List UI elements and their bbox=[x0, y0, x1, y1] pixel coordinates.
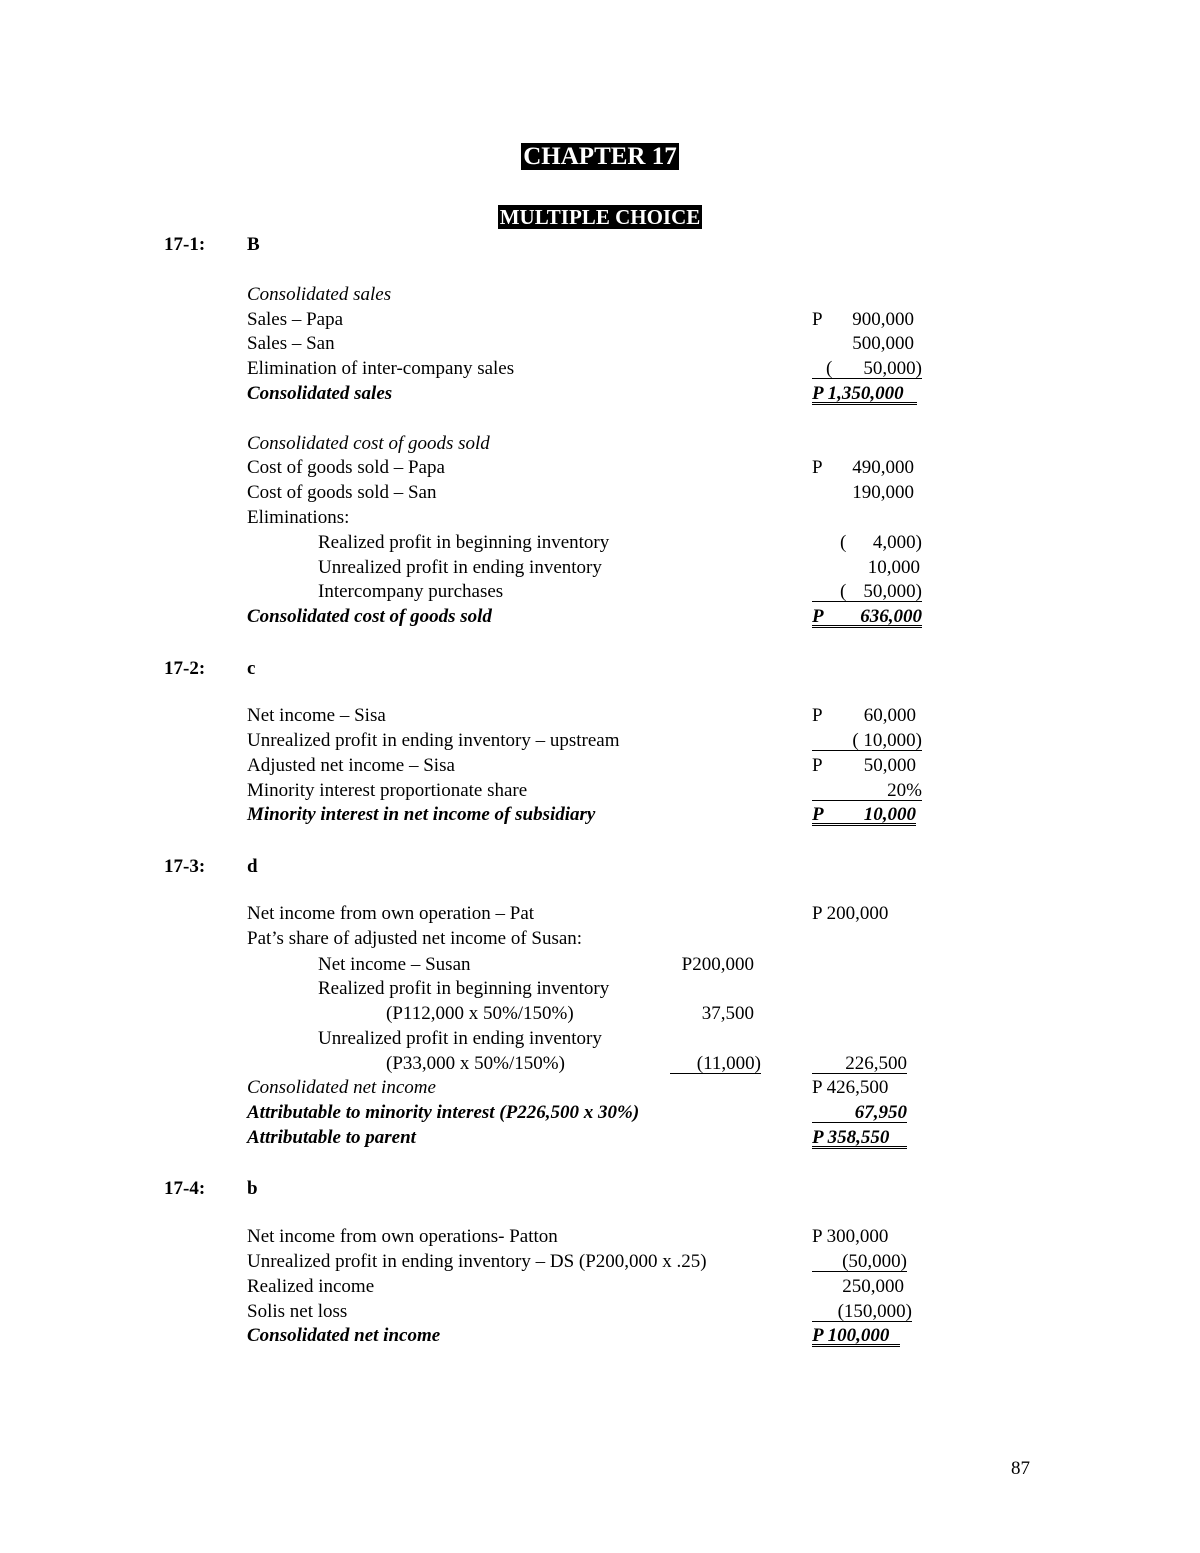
problem-answer: b bbox=[247, 1178, 258, 1199]
problem-number: 17-3: bbox=[164, 856, 206, 877]
table-row bbox=[0, 1249, 1200, 1274]
chapter-title bbox=[0, 142, 1200, 172]
row-label: Consolidated net income bbox=[247, 1077, 436, 1098]
row-label: Eliminations: bbox=[247, 507, 350, 528]
table-row bbox=[0, 952, 1200, 977]
row-label: Realized profit in beginning inventory bbox=[318, 532, 610, 553]
table-row: Sales – San 500,000 bbox=[247, 333, 914, 354]
table-row bbox=[0, 976, 1200, 1001]
row-value: 67,950 bbox=[812, 1100, 907, 1123]
table-row: Realized profit in beginning inventory ( 4,000) bbox=[318, 532, 922, 553]
row-label: Consolidated cost of goods sold bbox=[247, 433, 490, 454]
table-row bbox=[0, 802, 1200, 827]
table-row bbox=[0, 1299, 1200, 1324]
row-value: (150,000) bbox=[812, 1299, 912, 1322]
table-row: Unrealized profit in ending inventory 10,000 bbox=[318, 557, 920, 578]
row-label: Consolidated sales bbox=[247, 383, 393, 404]
table-row: Consolidated net income P 426,500 bbox=[247, 1077, 889, 1098]
row-label: Net income from own operation – Pat bbox=[247, 903, 535, 924]
row-label: Realized profit in beginning inventory bbox=[318, 978, 610, 999]
row-label: Unrealized profit in ending inventory – upstream bbox=[247, 730, 620, 751]
table-row bbox=[0, 926, 1200, 951]
table-row bbox=[0, 1026, 1200, 1051]
table-row: Sales – Papa P 900,000 bbox=[247, 309, 914, 330]
table-row bbox=[0, 381, 1200, 406]
table-row: Cost of goods sold – Papa P 490,000 bbox=[247, 457, 914, 478]
row-label: Unrealized profit in ending inventory bbox=[318, 557, 602, 578]
table-row: Net income from own operations- Patton P 300,000 bbox=[247, 1226, 889, 1247]
page-number: 87 bbox=[1011, 1458, 1030, 1479]
row-label: Net income from own operations- Patton bbox=[247, 1226, 558, 1247]
row-subvalue: 37,500 bbox=[701, 1003, 754, 1024]
row-label: Consolidated sales bbox=[247, 284, 392, 305]
problem-number: 17-2: bbox=[164, 658, 206, 679]
table-row: Adjusted net income – Sisa P 50,000 bbox=[247, 755, 916, 776]
row-label: (P112,000 x 50%/150%) bbox=[386, 1003, 574, 1024]
problem-number: 17-4: bbox=[164, 1178, 206, 1199]
row-label: Sales – San bbox=[247, 333, 335, 354]
row-value: ( 50,000) bbox=[812, 579, 922, 602]
table-row bbox=[0, 1323, 1200, 1348]
row-label: Pat’s share of adjusted net income of Susan: bbox=[247, 928, 583, 949]
table-row bbox=[0, 1051, 1200, 1076]
row-label: Net income – Sisa bbox=[247, 705, 386, 726]
table-row bbox=[0, 1100, 1200, 1125]
row-label: Sales – Papa bbox=[247, 309, 344, 330]
row-value: P 1,350,000 bbox=[812, 381, 917, 405]
table-row bbox=[0, 282, 1200, 307]
row-label: Consolidated net income bbox=[247, 1325, 441, 1346]
row-value: P 10,000 bbox=[812, 804, 916, 825]
row-label: Minority interest in net income of subsidiary bbox=[247, 804, 596, 825]
row-label: Cost of goods sold – Papa bbox=[247, 457, 445, 478]
row-value: 226,500 bbox=[812, 1051, 907, 1074]
row-subvalue: P200,000 bbox=[681, 954, 754, 975]
row-label: (P33,000 x 50%/150%) bbox=[386, 1053, 565, 1074]
row-label: Minority interest proportionate share bbox=[247, 780, 528, 801]
table-row: Realized income 250,000 bbox=[247, 1276, 904, 1297]
row-value: ( 50,000) bbox=[812, 356, 922, 379]
table-row bbox=[0, 1125, 1200, 1150]
row-label: Consolidated cost of goods sold bbox=[247, 606, 492, 627]
table-row bbox=[0, 505, 1200, 530]
row-value: (50,000) bbox=[812, 1249, 907, 1272]
row-value: ( 10,000) bbox=[812, 728, 922, 751]
table-row bbox=[0, 579, 1200, 604]
row-label: Realized income bbox=[247, 1276, 375, 1297]
problem-number: 17-1: bbox=[164, 234, 206, 255]
table-row bbox=[0, 778, 1200, 803]
row-label: Attributable to minority interest (P226,500 x 30%) bbox=[247, 1102, 640, 1123]
table-row bbox=[0, 431, 1200, 456]
row-label: Intercompany purchases bbox=[318, 581, 504, 602]
table-row: Net income – Sisa P 60,000 bbox=[247, 705, 916, 726]
section-title-text: MULTIPLE CHOICE bbox=[499, 205, 701, 229]
problem-answer: d bbox=[247, 856, 258, 877]
table-row: Cost of goods sold – San 190,000 bbox=[247, 482, 914, 503]
row-value: P 358,550 bbox=[812, 1125, 907, 1149]
row-value: P 636,000 bbox=[812, 606, 922, 627]
row-value: P 100,000 bbox=[812, 1323, 900, 1347]
table-row bbox=[0, 728, 1200, 753]
chapter-title-text: CHAPTER 17 bbox=[523, 143, 677, 170]
row-label: Attributable to parent bbox=[247, 1127, 416, 1148]
problem-answer: c bbox=[247, 658, 256, 679]
row-label: Net income – Susan bbox=[318, 954, 471, 975]
table-row bbox=[0, 1001, 1200, 1026]
row-label: Unrealized profit in ending inventory bbox=[318, 1028, 602, 1049]
row-subvalue: (11,000) bbox=[670, 1051, 761, 1074]
table-row: Net income from own operation – Pat P 200,000 bbox=[247, 903, 889, 924]
row-value: 20% bbox=[812, 778, 922, 801]
row-label: Adjusted net income – Sisa bbox=[247, 755, 455, 776]
row-label: Unrealized profit in ending inventory – DS (P200,000 x .25) bbox=[247, 1251, 707, 1272]
problem-answer: B bbox=[247, 234, 260, 255]
table-row bbox=[0, 356, 1200, 381]
row-label: Cost of goods sold – San bbox=[247, 482, 437, 503]
section-title bbox=[0, 204, 1200, 230]
row-label: Solis net loss bbox=[247, 1301, 348, 1322]
table-row bbox=[0, 604, 1200, 629]
row-label: Elimination of inter-company sales bbox=[247, 358, 515, 379]
